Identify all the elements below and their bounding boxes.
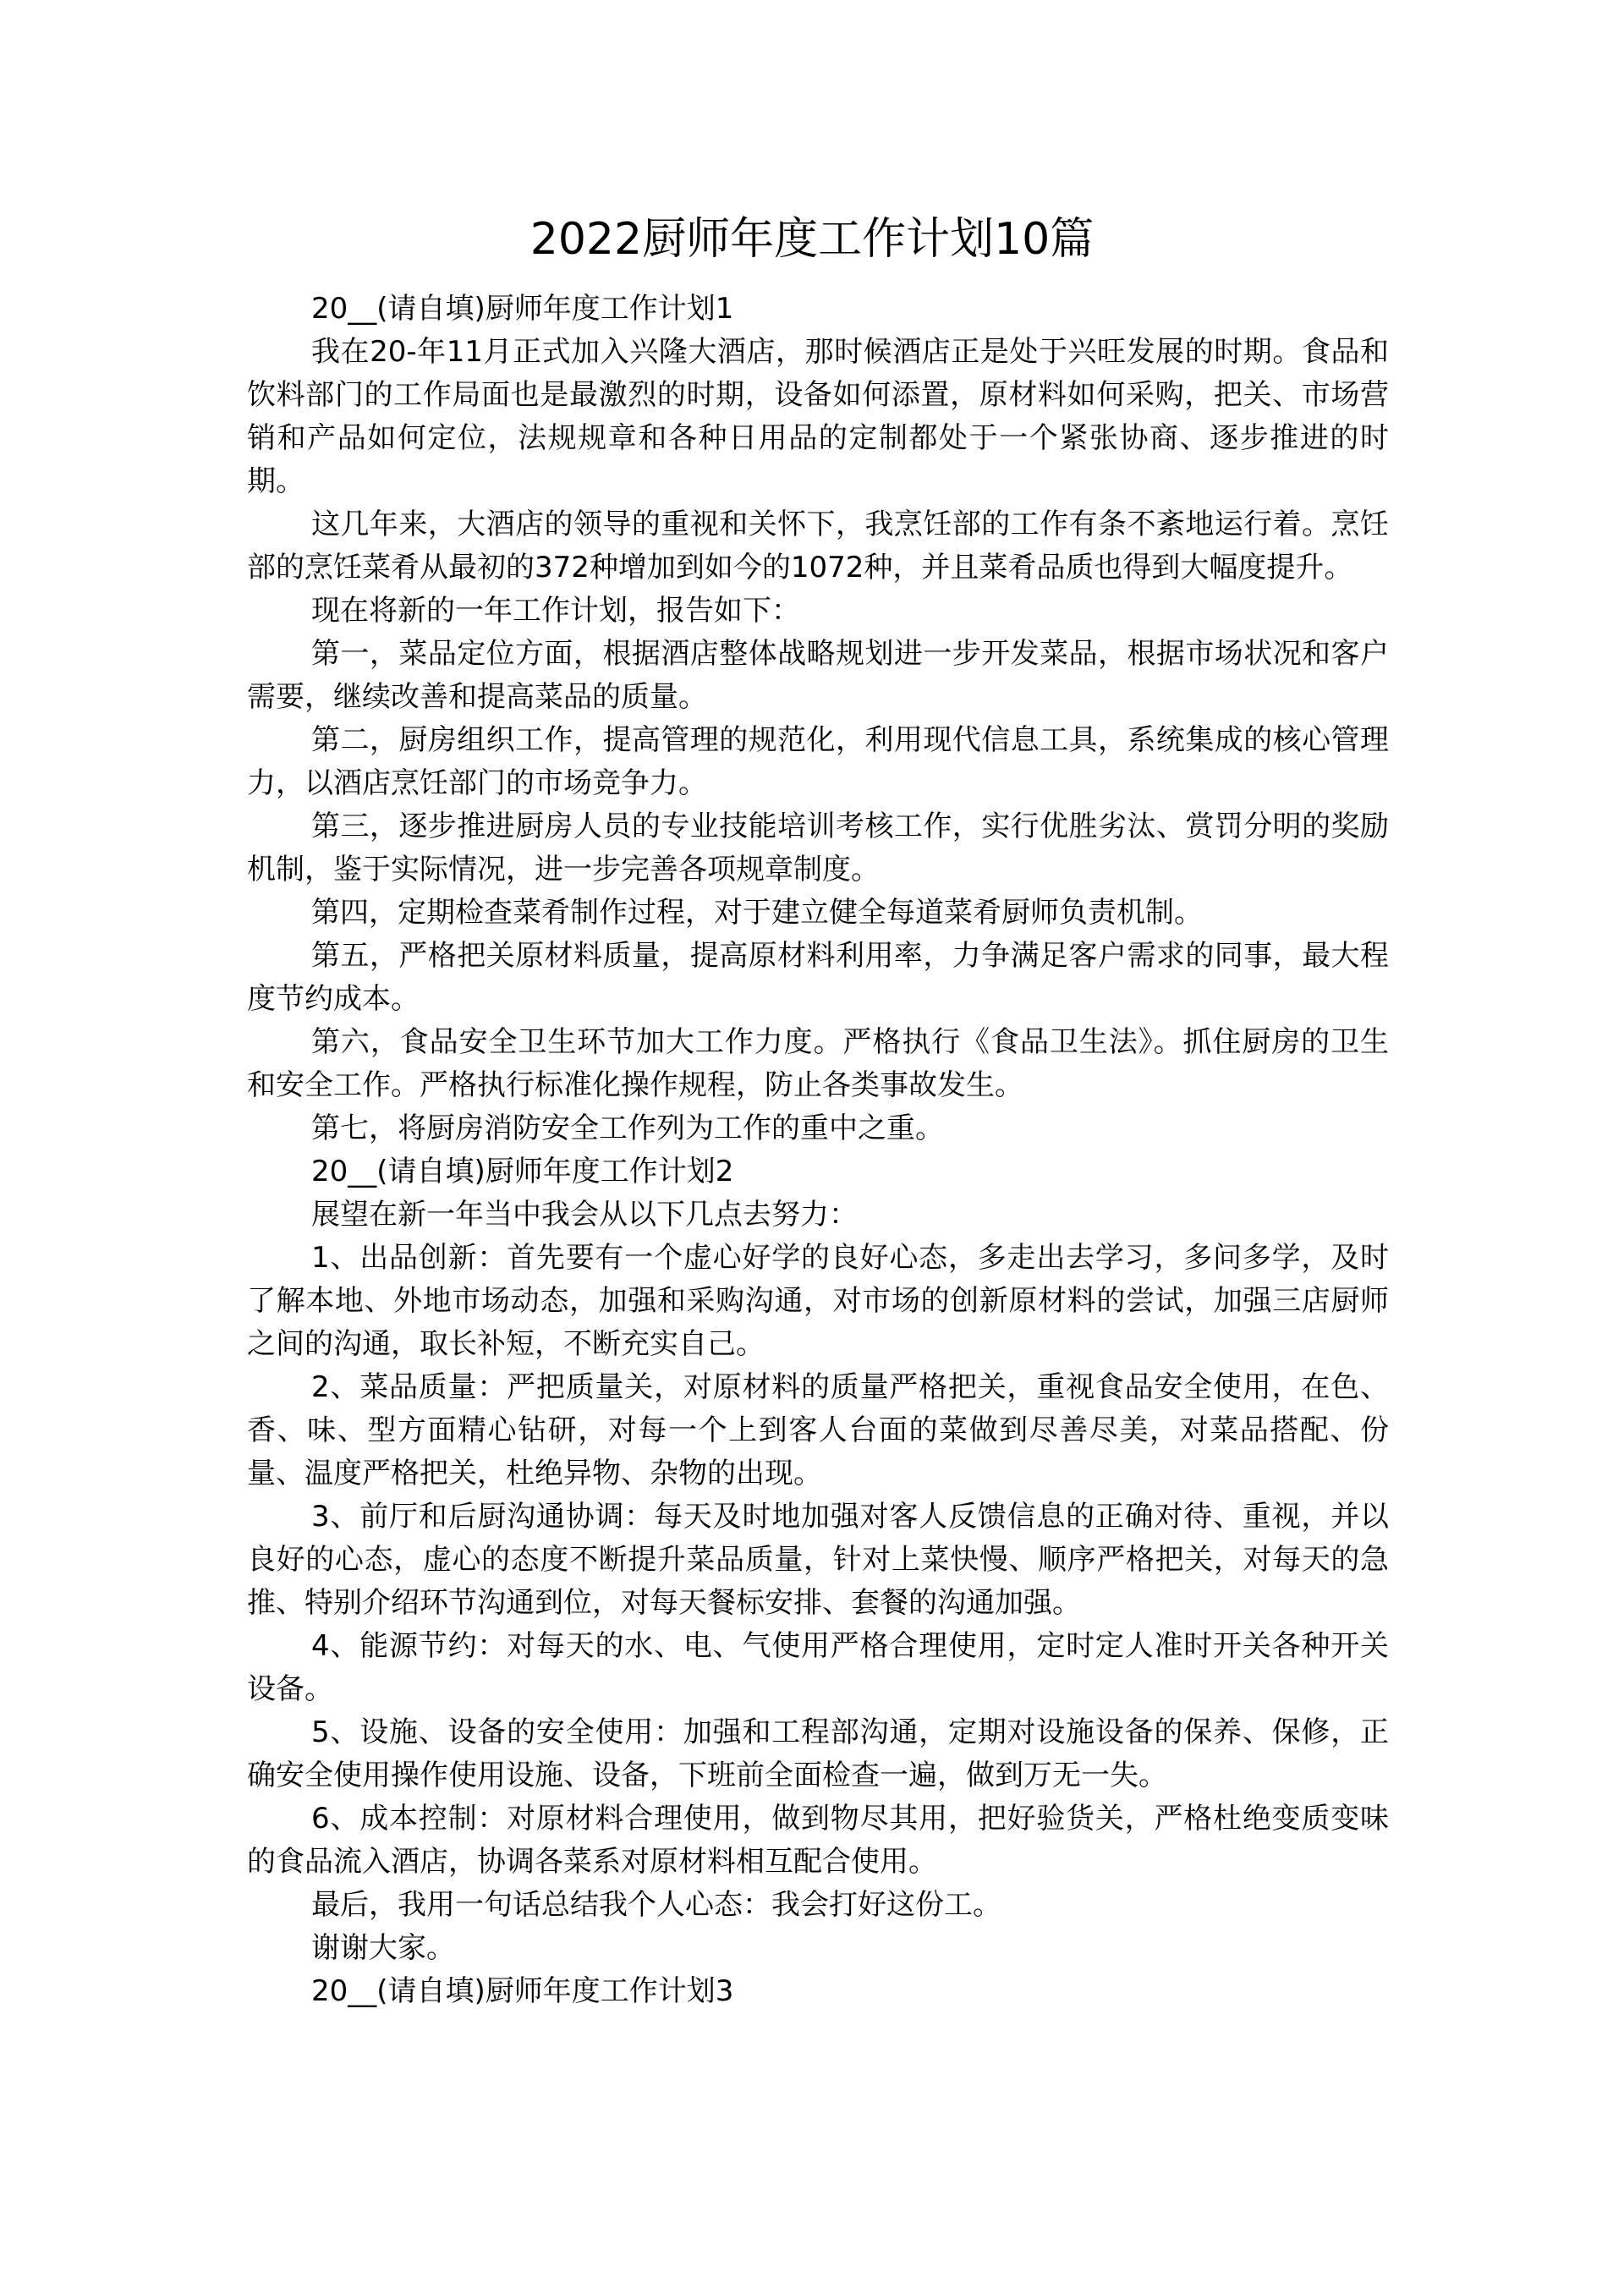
paragraph: 1、出品创新：首先要有一个虚心好学的良好心态，多走出去学习，多问多学，及时了解本地、外地市场动态，加强和采购沟通，对市场的创新原材料的尝试，加强三店厨师之间的沟通，取长补短，不断充实自己。: [247, 1241, 1389, 1361]
paragraph: 第二，厨房组织工作，提高管理的规范化，利用现代信息工具，系统集成的核心管理力，以酒店烹饪部门的市场竞争力。: [247, 723, 1389, 800]
document-title: 2022厨师年度工作计划10篇: [529, 214, 1095, 265]
section-heading-2: 20__(请自填)厨师年度工作计划2: [311, 1155, 734, 1188]
paragraph: 5、设施、设备的安全使用：加强和工程部沟通，定期对设施设备的保养、保修，正确安全使用操作使用设施、设备，下班前全面检查一遍，做到万无一失。: [247, 1715, 1389, 1792]
paragraph: 第四，定期检查菜肴制作过程，对于建立健全每道菜肴厨师负责机制。: [311, 896, 1203, 930]
paragraph: 第一，菜品定位方面，根据酒店整体战略规划进一步开发菜品，根据市场状况和客户需要，继续改善和提高菜品的质量。: [247, 637, 1389, 714]
section-heading-1: 20__(请自填)厨师年度工作计划1: [311, 292, 734, 326]
paragraph: 3、前厅和后厨沟通协调：每天及时地加强对客人反馈信息的正确对待、重视，并以良好的心态，虚心的态度不断提升菜品质量，针对上菜快慢、顺序严格把关，对每天的急推、特别介绍环节沟通到位，对每天餐标安排、套餐的沟通加强。: [247, 1500, 1389, 1620]
document-body: [247, 288, 1389, 2013]
paragraph: 展望在新一年当中我会从以下几点去努力：: [311, 1198, 858, 1232]
paragraph: 第六，食品安全卫生环节加大工作力度。严格执行《食品卫生法》。抓住厨房的卫生和安全工作。严格执行标准化操作规程，防止各类事故发生。: [247, 1025, 1389, 1102]
section-heading-3: 20__(请自填)厨师年度工作计划3: [311, 1974, 734, 2008]
paragraph: 这几年来，大酒店的领导的重视和关怀下，我烹饪部的工作有条不紊地运行着。烹饪部的烹饪菜肴从最初的372种增加到如今的1072种，并且菜肴品质也得到大幅度提升。: [247, 508, 1389, 584]
paragraph: 第五，严格把关原材料质量，提高原材料利用率，力争满足客户需求的同事，最大程度节约成本。: [247, 939, 1389, 1016]
paragraph: 现在将新的一年工作计划，报告如下：: [311, 594, 800, 628]
paragraph: 谢谢大家。: [311, 1931, 455, 1965]
paragraph: 第七，将厨房消防安全工作列为工作的重中之重。: [311, 1111, 944, 1145]
paragraph: 2、菜品质量：严把质量关，对原材料的质量严格把关，重视食品安全使用，在色、香、味、型方面精心钻研，对每一个上到客人台面的菜做到尽善尽美，对菜品搭配、份量、温度严格把关，杜绝异物、杂物的出现。: [247, 1370, 1389, 1490]
paragraph: 第三，逐步推进厨房人员的专业技能培训考核工作，实行优胜劣汰、赏罚分明的奖励机制，鉴于实际情况，进一步完善各项规章制度。: [247, 809, 1389, 886]
paragraph: 最后，我用一句话总结我个人心态：我会打好这份工。: [311, 1888, 1001, 1922]
paragraph: 6、成本控制：对原材料合理使用，做到物尽其用，把好验货关，严格杜绝变质变味的食品流入酒店，协调各菜系对原材料相互配合使用。: [247, 1802, 1389, 1879]
paragraph: 4、能源节约：对每天的水、电、气使用严格合理使用，定时定人准时开关各种开关设备。: [247, 1629, 1389, 1706]
paragraph: 我在20-年11月正式加入兴隆大酒店，那时候酒店正是处于兴旺发展的时期。食品和饮料部门的工作局面也是最激烈的时期，设备如何添置，原材料如何采购，把关、市场营销和产品如何定位，法规规章和各种日用品的定制都处于一个紧张协商、逐步推进的时期。: [247, 335, 1389, 498]
